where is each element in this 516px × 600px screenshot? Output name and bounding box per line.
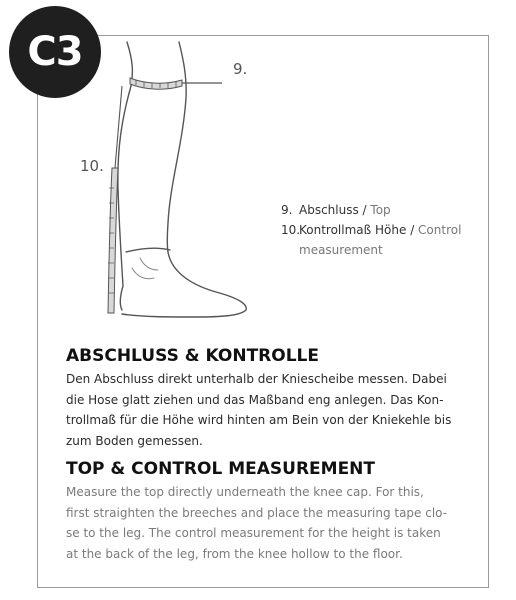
paragraph-line: zum Boden gemessen. — [66, 433, 203, 448]
legend-sep: / — [406, 223, 419, 237]
legend-label-de: Kontrollmaß Höhe — [299, 223, 407, 237]
paragraph-line: die Hose glatt ziehen und das Maßband eng anlegen. Das Kon- — [66, 392, 444, 407]
paragraph-line: Den Abschluss direkt unterhalb der Kniescheibe messen. Dabei — [66, 372, 447, 386]
measurement-legend — [281, 200, 469, 260]
paragraph-line: se to the leg. The control measurement for the height is taken — [66, 526, 441, 540]
heading-en: TOP & CONTROL MEASUREMENT — [66, 459, 376, 479]
height-measuring-tape — [108, 86, 122, 313]
legend-label-en: Top — [370, 203, 391, 217]
paragraph-line: first straighten the breeches and place the measuring tape clo- — [66, 505, 448, 520]
paragraph-de — [66, 369, 476, 451]
paragraph-line: trollmaß für die Höhe wird hinten am Bein von der Kniekehle bis — [66, 413, 452, 427]
legend-sep: / — [358, 203, 371, 217]
paragraph-line: Measure the top directly underneath the knee cap. For this, — [66, 485, 424, 499]
section-badge — [9, 6, 101, 98]
legend-label-en: Control measurement — [299, 223, 462, 257]
marker-9: 9. — [233, 60, 248, 78]
leg-measurement-illustration — [70, 38, 260, 328]
legend-index: 10. — [281, 223, 301, 237]
marker-10: 10. — [80, 157, 104, 175]
legend-item-top — [281, 200, 469, 220]
legend-index: 9. — [281, 203, 293, 217]
heading-de: ABSCHLUSS & KONTROLLE — [66, 346, 319, 366]
legend-label-de: Abschluss — [299, 203, 359, 217]
top-measuring-tape — [130, 78, 222, 89]
paragraph-line: at the back of the leg, from the knee hollow to the floor. — [66, 546, 403, 561]
section-badge-label: C3 — [27, 29, 83, 75]
legend-item-control — [281, 220, 469, 260]
paragraph-en — [66, 482, 476, 564]
